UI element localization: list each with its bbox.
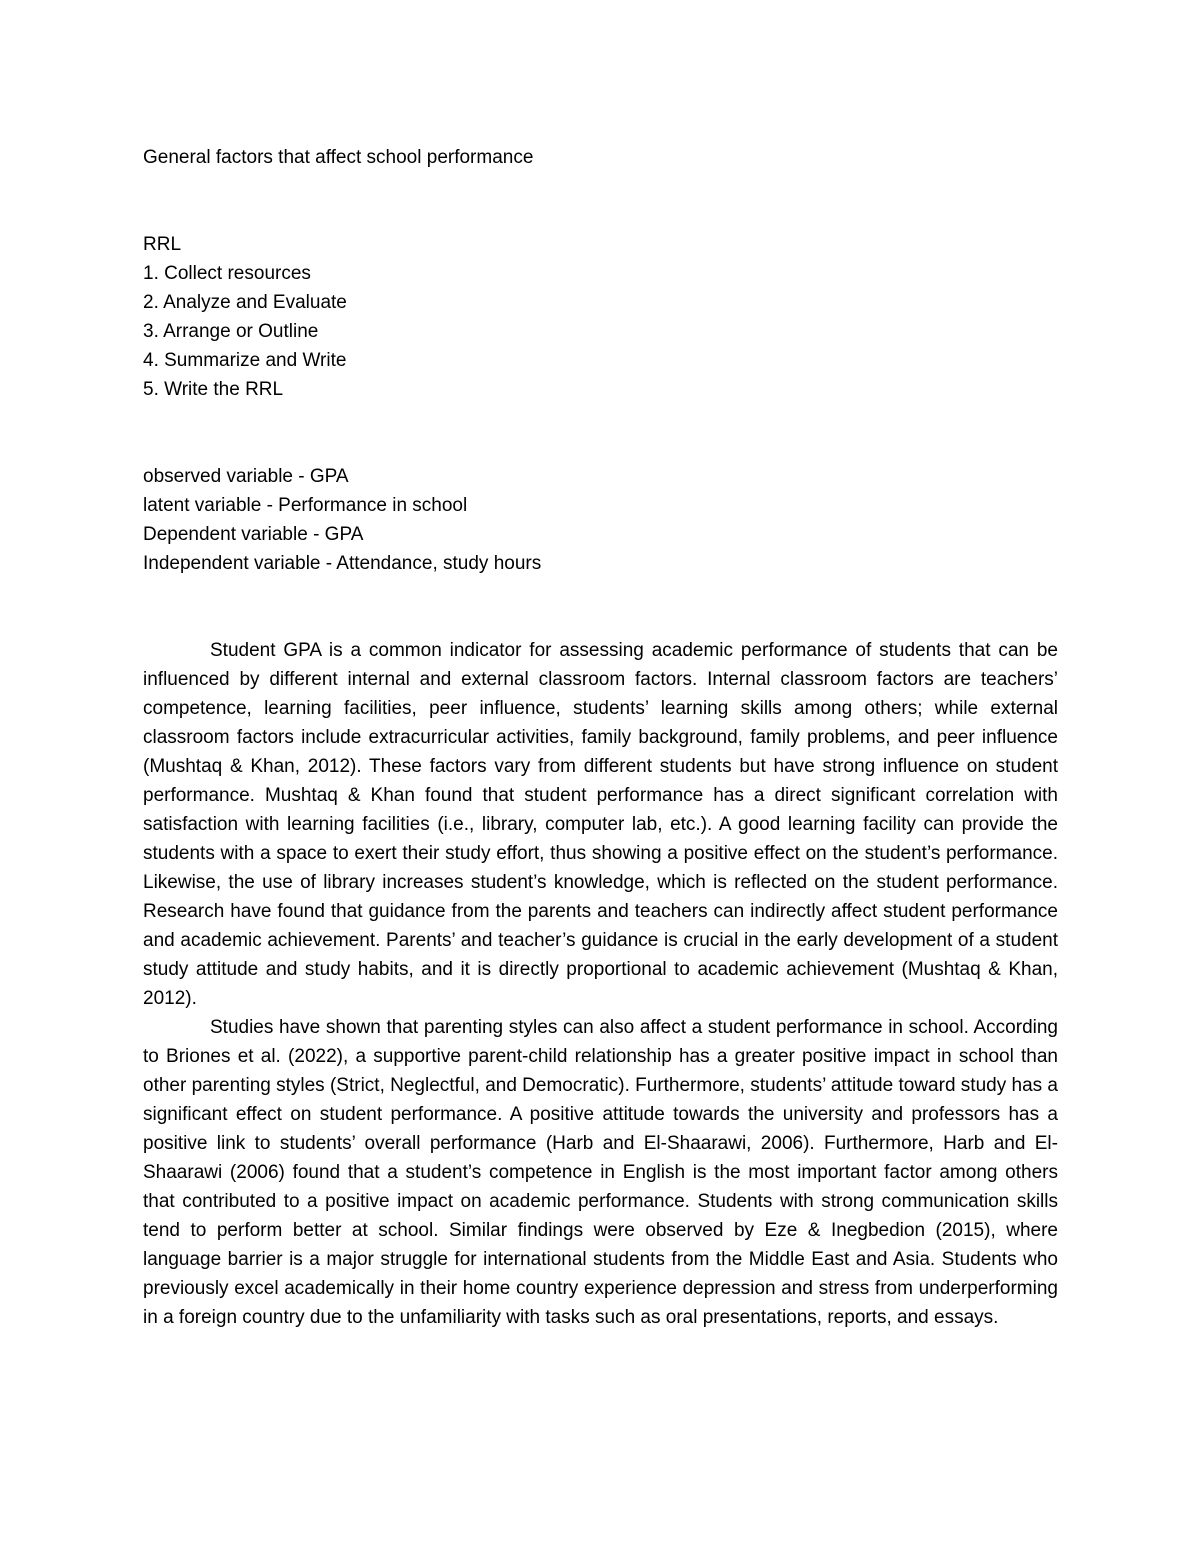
document-title: General factors that affect school performance [143,147,534,168]
body-paragraph: Student GPA is a common indicator for assessing academic performance of students that can be influenced by different internal and external classroom factors. Internal classroom factors are teachers’ competence, learning facilities, peer influence, students’ learning skills among others; while external classroom factors include extracurricular activities, family background, family problems, and peer influence (Mushtaq & Khan, 2012). These factors vary from different students but have strong influence on student performance. Mushtaq & Khan found that student performance has a direct significant correlation with satisfaction with learning facilities (i.e., library, computer lab, etc.). A good learning facility can provide the students with a space to exert their study effort, thus showing a positive effect on the student’s performance. Likewise, the use of library increases student’s knowledge, which is reflected on the student performance. Research have found that guidance from the parents and teachers can indirectly affect student performance and academic achievement. Parents’ and teacher’s guidance is crucial in the early development of a student study attitude and study habits, and it is directly proportional to academic achievement (Mushtaq & Khan, 2012). [143,640,1058,1009]
body-text [143,636,1058,1332]
document-page [143,143,1058,1332]
latent-variable-line: latent variable - Performance in school [143,495,468,516]
variables-block [143,462,1058,578]
list-item: 2. Analyze and Evaluate [143,292,347,313]
independent-variable-line: Independent variable - Attendance, study hours [143,553,542,574]
list-item: 4. Summarize and Write [143,350,347,371]
dependent-variable-line: Dependent variable - GPA [143,524,364,545]
list-item: 3. Arrange or Outline [143,321,319,342]
section-label-rrl: RRL [143,234,182,255]
rrl-steps-list [143,259,1058,404]
list-item: 1. Collect resources [143,263,311,284]
observed-variable-line: observed variable - GPA [143,466,349,487]
list-item: 5. Write the RRL [143,379,284,400]
body-paragraph: Studies have shown that parenting styles can also affect a student performance in school. According to Briones et al. (2022), a supportive parent-child relationship has a greater positive impact in school than other parenting styles (Strict, Neglectful, and Democratic). Furthermore, students’ attitude toward study has a significant effect on student performance. A positive attitude towards the university and professors has a positive link to students’ overall performance (Harb and El-Shaarawi, 2006). Furthermore, Harb and El-Shaarawi (2006) found that a student’s competence in English is the most important factor among others that contributed to a positive impact on academic performance. Students with strong communication skills tend to perform better at school. Similar findings were observed by Eze & Inegbedion (2015), where language barrier is a major struggle for international students from the Middle East and Asia. Students who previously excel academically in their home country experience depression and stress from underperforming in a foreign country due to the unfamiliarity with tasks such as oral presentations, reports, and essays. [143,1017,1058,1328]
